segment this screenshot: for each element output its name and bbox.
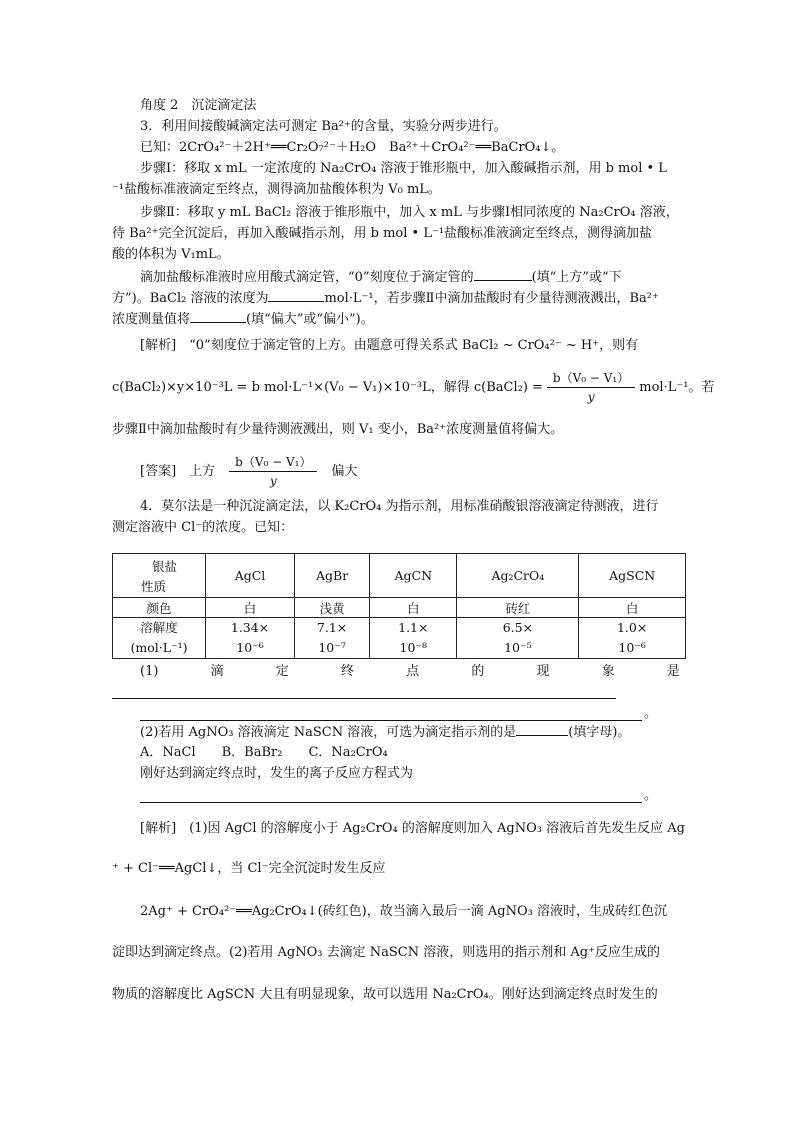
section-heading: 角度 2 沉淀滴定法 (140, 98, 257, 113)
part-2-equation-prompt: 刚好达到滴定终点时，发生的离子反应方程式为 (140, 766, 414, 781)
part-2-period: 。 (644, 788, 658, 803)
analysis-4-line5: 物质的溶解度比 AgSCN 大且有明显现象，故可以选用 Na₂CrO₄。刚好达到滴定终点时发生的 (112, 987, 658, 1002)
table-header-cell: AgCl (206, 554, 295, 598)
row-label-color: 颜色 (113, 598, 206, 618)
table-corner-cell (113, 554, 206, 598)
step1-line1: 步骤Ⅰ：移取 x mL 一定浓度的 Na₂CrO₄ 溶液于锥形瓶中，加入酸碱指示剂，用 b mol • L (140, 161, 667, 176)
ask3-text-b: (填“偏大”或“偏小”)。 (246, 312, 374, 327)
question-4-intro-line2: 测定溶液中 Cl⁻的浓度。已知： (112, 520, 294, 535)
part-2-text-b: (填字母)。 (568, 725, 631, 740)
table-header-cell: AgSCN (579, 554, 686, 598)
answer-line-2[interactable] (140, 802, 642, 803)
table-header-cell: AgBr (295, 554, 370, 598)
analysis-4-line2: ⁺ + Cl⁻══AgCl↓，当 Cl⁻完全沉淀时发生反应 (112, 861, 386, 876)
step1-line2: ⁻¹盐酸标准液滴定至终点，测得滴加盐酸体积为 V₀ mL。 (112, 182, 441, 197)
table-row (113, 598, 686, 618)
table-cell (295, 618, 370, 659)
step2-line2: 待 Ba²⁺完全沉淀后，再加入酸碱指示剂，用 b mol • L⁻¹盐酸标准液滴定至终点，测得滴加盐 (112, 226, 653, 241)
corner-bottom-label: 性质 (141, 578, 167, 594)
analysis-3-text-b: mol·L⁻¹。若 (639, 380, 715, 395)
table-row (113, 618, 686, 659)
answer-line-1a[interactable] (112, 698, 616, 699)
corner-top-label: 银盐 (151, 558, 177, 574)
part-1-char: 滴 (210, 664, 224, 679)
solubility-exponent: 10⁻⁷ (318, 640, 346, 655)
part-1-char: 点 (406, 664, 420, 679)
part-1-char: 现 (536, 664, 550, 679)
answer-3 (140, 452, 358, 492)
solubility-exponent: 10⁻⁸ (399, 640, 428, 655)
step2-line3: 酸的体积为 V₁mL。 (112, 247, 230, 262)
table-cell (457, 618, 579, 659)
analysis-4-line1: [解析] (1)因 AgCl 的溶解度小于 Ag₂CrO₄ 的溶解度则加入 AgNO₃ 溶液后首先发生反应 Ag (140, 821, 685, 836)
answer-line-1b[interactable] (140, 720, 642, 721)
table-cell: 白 (370, 598, 457, 618)
analysis-4-line4: 淀即达到滴定终点。(2)若用 AgNO₃ 去滴定 NaSCN 溶液，则选用的指示剂和 Ag⁺反应生成的 (112, 945, 660, 960)
solubility-exponent: 10⁻⁵ (504, 640, 532, 655)
answer-label: [答案] 上方 (140, 464, 216, 479)
table-cell: 白 (206, 598, 295, 618)
answer-blank-1[interactable] (474, 268, 532, 281)
table-cell: 浅黄 (295, 598, 370, 618)
table-header-row (113, 554, 686, 598)
question-3-ask-line2 (112, 289, 659, 308)
answer-tail: 偏大 (331, 464, 358, 479)
analysis-3-line3: 步骤Ⅱ中滴加盐酸时有少量待测液溅出，则 V₁ 变小，Ba²⁺浓度测量值将偏大。 (112, 422, 564, 437)
solubility-mantissa: 1.0× (616, 620, 648, 635)
answer-numerator: b（V₀ − V₁） (229, 453, 317, 472)
solubility-mantissa: 1.34× (230, 620, 270, 635)
question-3-intro: 3．利用间接酸碱滴定法可测定 Ba²⁺的含量，实验分两步进行。 (140, 119, 507, 134)
part-2-options: A．NaCl B．BaBr₂ C．Na₂CrO₄ (140, 745, 388, 760)
part-1-char: (1) (140, 664, 159, 679)
table-cell (206, 618, 295, 659)
part-1-period: 。 (644, 706, 658, 721)
ask2-text-a: 方”)。BaCl₂ 溶液的浓度为 (112, 291, 269, 306)
answer-blank-4[interactable] (516, 723, 568, 736)
table-cell (579, 618, 686, 659)
question-4-intro-line1: 4．莫尔法是一种沉淀滴定法，以 K₂CrO₄ 为指示剂，用标准硝酸银溶液滴定待测液，进行 (140, 499, 659, 514)
part-1-char: 定 (275, 664, 289, 679)
concentration-fraction (547, 369, 635, 406)
table-cell: 白 (579, 598, 686, 618)
ask2-text-b: mol·L⁻¹，若步骤Ⅱ中滴加盐酸时有少量待测液溅出，Ba²⁺ (324, 291, 659, 306)
ask3-text-a: 浓度测量值将 (112, 312, 191, 327)
table-header-cell: Ag₂CrO₄ (457, 554, 579, 598)
question-3-ask-line3 (112, 310, 374, 329)
solubility-exponent: 10⁻⁶ (236, 640, 264, 655)
analysis-4-line3: 2Ag⁺ + CrO₄²⁻══Ag₂CrO₄↓(砖红色)，故当滴入最后一滴 AgNO₃ 溶液时，生成砖红色沉 (140, 904, 667, 919)
ask1-text-b: (填“上方”或“下 (531, 270, 622, 285)
part-1-char: 终 (340, 664, 354, 679)
table-cell (370, 618, 457, 659)
silver-salt-table (112, 553, 686, 659)
solubility-mantissa: 7.1× (316, 620, 348, 635)
part-1-prompt (140, 663, 680, 681)
answer-blank-3[interactable] (190, 310, 246, 323)
answer-denominator: y (269, 474, 277, 488)
answer-fraction (229, 453, 317, 490)
part-1-char: 的 (471, 664, 485, 679)
table-header-cell: AgCN (370, 554, 457, 598)
part-1-char: 象 (601, 664, 615, 679)
solubility-mantissa: 6.5× (502, 620, 534, 635)
question-3-known: 已知：2CrO₄²⁻＋2H⁺══Cr₂O₇²⁻＋H₂O Ba²⁺＋CrO₄²⁻══BaCrO₄↓。 (140, 140, 565, 155)
row-label-solubility (113, 618, 206, 659)
analysis-3-text-a: c(BaCl₂)×y×10⁻³L = b mol·L⁻¹×(V₀ − V₁)×10⁻³L，解得 c(BaCl₂) = (112, 380, 543, 395)
answer-blank-2[interactable] (268, 289, 324, 302)
table-cell: 砖红 (457, 598, 579, 618)
solubility-exponent: 10⁻⁶ (618, 640, 646, 655)
question-3-ask-line1 (140, 268, 622, 287)
fraction-denominator: y (587, 390, 595, 404)
solubility-label-1: 溶解度 (140, 620, 178, 635)
analysis-3-line1: [解析] “0”刻度位于滴定管的上方。由题意可得关系式 BaCl₂ ~ CrO₄²⁻ ~ H⁺，则有 (140, 338, 639, 353)
part-1-char: 是 (666, 664, 680, 679)
solubility-label-2: (mol·L⁻¹) (130, 640, 188, 655)
analysis-3-line2 (112, 368, 714, 408)
part-2-prompt (140, 723, 630, 742)
ask1-text-a: 滴加盐酸标准液时应用酸式滴定管，“0”刻度位于滴定管的 (140, 270, 474, 285)
solubility-mantissa: 1.1× (398, 620, 429, 635)
part-2-text-a: (2)若用 AgNO₃ 溶液滴定 NaSCN 溶液，可选为滴定指示剂的是 (140, 725, 517, 740)
fraction-numerator: b（V₀ − V₁） (547, 369, 635, 388)
step2-line1: 步骤Ⅱ：移取 y mL BaCl₂ 溶液于锥形瓶中，加入 x mL 与步骤Ⅰ相同浓度的 Na₂CrO₄ 溶液， (140, 205, 679, 220)
